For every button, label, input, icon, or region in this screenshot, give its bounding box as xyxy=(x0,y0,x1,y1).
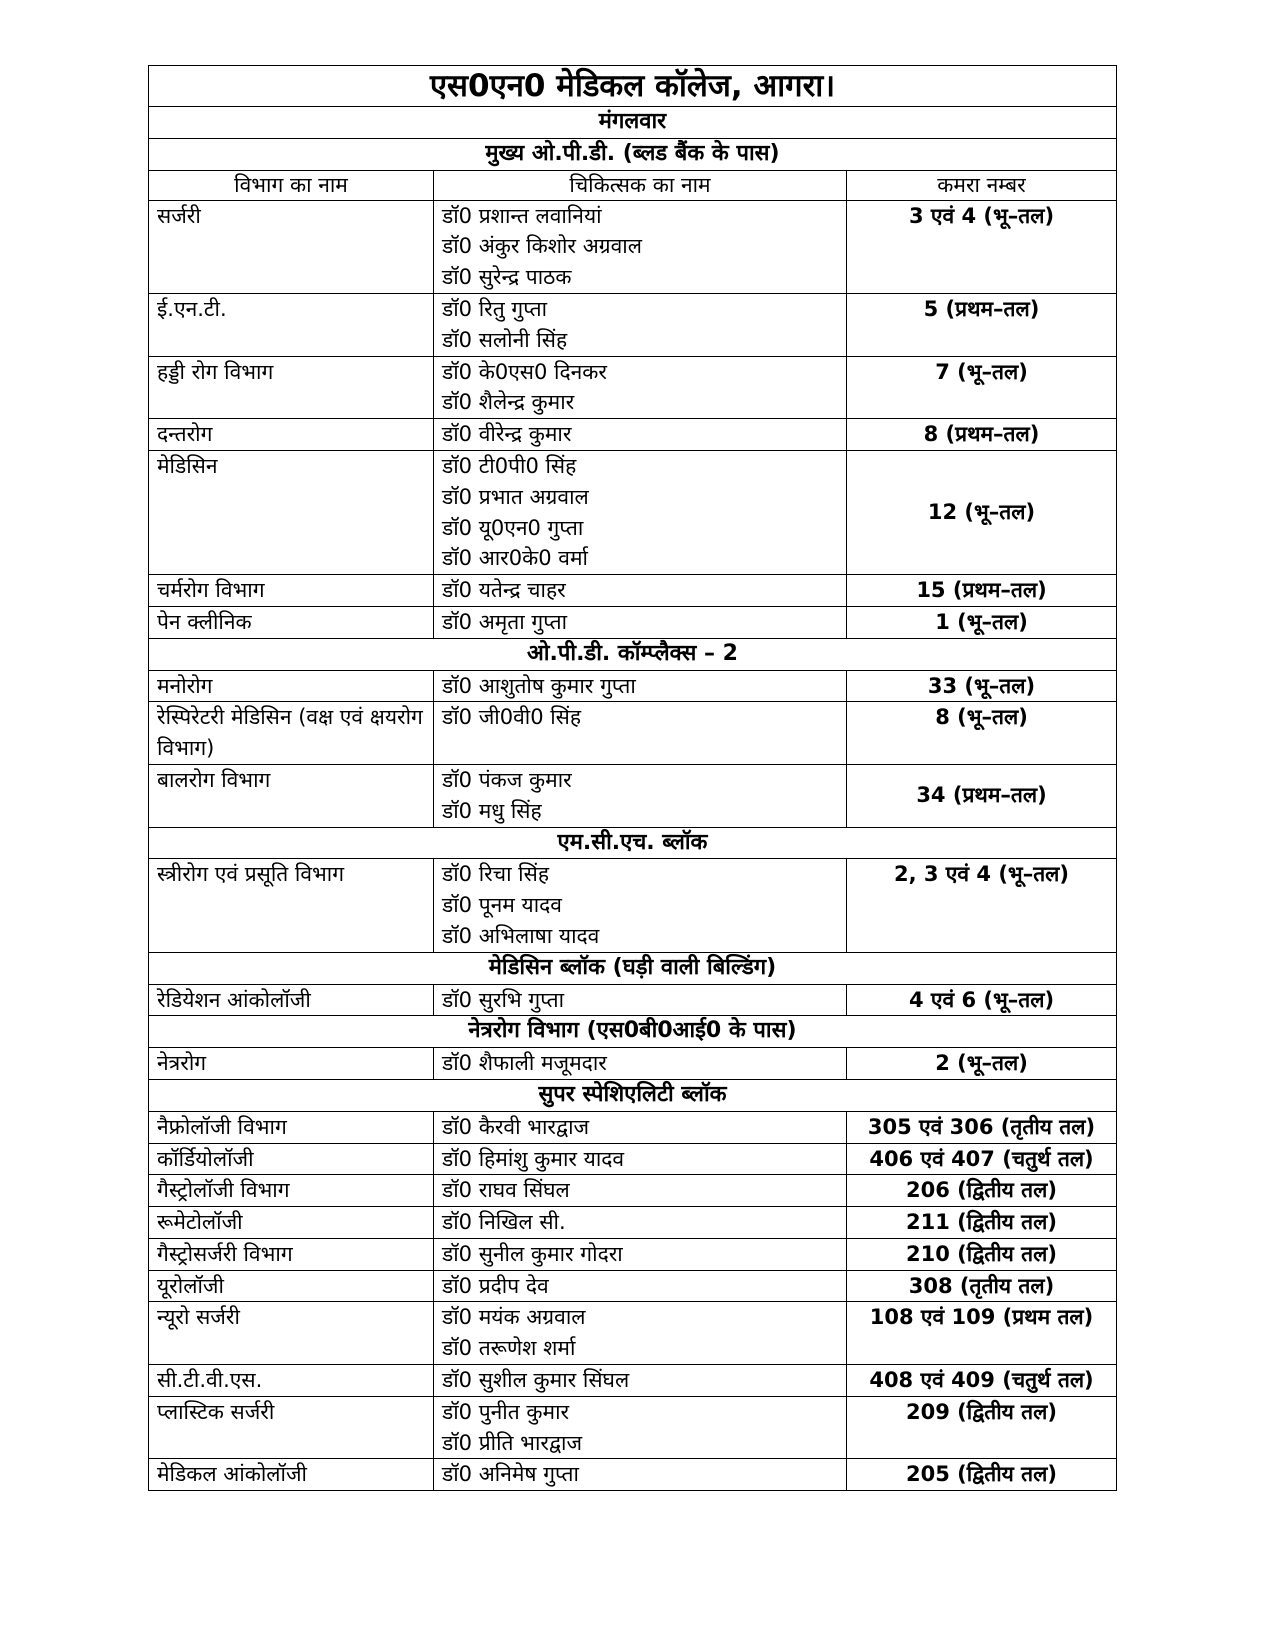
room-number: 2, 3 एवं 4 (भू–तल) xyxy=(847,859,1117,952)
doctor-names xyxy=(434,606,847,638)
day-row xyxy=(149,107,1117,139)
room-number: 34 (प्रथम–तल) xyxy=(847,764,1117,827)
doctor-name: डॉ0 मधु सिंह xyxy=(442,798,542,823)
table-row xyxy=(149,764,1117,827)
table-row xyxy=(149,1396,1117,1459)
room-number: 5 (प्रथम–तल) xyxy=(847,293,1117,356)
doctor-name: डॉ0 यू0एन0 गुप्ता xyxy=(442,515,584,540)
department-name: यूरोलॉजी xyxy=(149,1270,434,1302)
section-heading: मुख्य ओ.पी.डी. (ब्लड बैंक के पास) xyxy=(149,138,1117,170)
doctor-names xyxy=(434,1270,847,1302)
section-heading: एम.सी.एच. ब्लॉक xyxy=(149,827,1117,859)
table-row xyxy=(149,859,1117,952)
doctor-name: डॉ0 कैरवी भारद्वाज xyxy=(442,1114,590,1139)
doctor-names xyxy=(434,1365,847,1397)
doctor-names xyxy=(434,984,847,1016)
department-name: मेडिसिन xyxy=(149,450,434,574)
doctor-names xyxy=(434,702,847,765)
section-heading-row xyxy=(149,1079,1117,1111)
doctor-name: डॉ0 टी0पी0 सिंह xyxy=(442,453,577,478)
room-number: 209 (द्वितीय तल) xyxy=(847,1396,1117,1459)
room-number: 211 (द्वितीय तल) xyxy=(847,1207,1117,1239)
table-row xyxy=(149,450,1117,574)
doctor-name: डॉ0 प्रशान्त लवानियां xyxy=(442,203,602,228)
doctor-names xyxy=(434,764,847,827)
doctor-name: डॉ0 आर0के0 वर्मा xyxy=(442,546,588,571)
table-row xyxy=(149,575,1117,607)
doctor-name: डॉ0 जी0वी0 सिंह xyxy=(442,705,582,730)
table-row xyxy=(149,1302,1117,1365)
department-name: स्त्रीरोग एवं प्रसूति विभाग xyxy=(149,859,434,952)
section-heading: सुपर स्पेशिएलिटी ब्लॉक xyxy=(149,1079,1117,1111)
room-number: 205 (द्वितीय तल) xyxy=(847,1459,1117,1491)
column-header-room: कमरा नम्बर xyxy=(847,170,1117,200)
department-name: सी.टी.वी.एस. xyxy=(149,1365,434,1397)
day-label: मंगलवार xyxy=(149,107,1117,139)
page-title: एस0एन0 मेडिकल कॉलेज, आगरा। xyxy=(149,66,1117,107)
doctor-name: डॉ0 मयंक अग्रवाल xyxy=(442,1305,586,1330)
section-heading-row xyxy=(149,138,1117,170)
department-name: मेडिकल आंकोलॉजी xyxy=(149,1459,434,1491)
section-heading-row xyxy=(149,1016,1117,1048)
department-name: न्यूरो सर्जरी xyxy=(149,1302,434,1365)
doctor-names xyxy=(434,575,847,607)
doctor-name: डॉ0 प्रदीप देव xyxy=(442,1273,549,1298)
department-name: ई.एन.टी. xyxy=(149,293,434,356)
doctor-names xyxy=(434,1302,847,1365)
table-row xyxy=(149,1365,1117,1397)
doctor-names xyxy=(434,450,847,574)
department-name: रूमेटोलॉजी xyxy=(149,1207,434,1239)
table-row xyxy=(149,1111,1117,1143)
room-number: 8 (भू–तल) xyxy=(847,702,1117,765)
doctor-name: डॉ0 वीरेन्द्र कुमार xyxy=(442,422,572,447)
column-header-department: विभाग का नाम xyxy=(149,170,434,200)
table-row xyxy=(149,702,1117,765)
room-number: 305 एवं 306 (तृतीय तल) xyxy=(847,1111,1117,1143)
doctor-name: डॉ0 अमृता गुप्ता xyxy=(442,609,568,634)
doctor-name: डॉ0 प्रीति भारद्वाज xyxy=(442,1430,583,1455)
doctor-name: डॉ0 आशुतोष कुमार गुप्ता xyxy=(442,673,636,698)
doctor-name: डॉ0 सुनील कुमार गोदरा xyxy=(442,1241,623,1266)
section-heading-row xyxy=(149,638,1117,670)
doctor-name: डॉ0 शैलेन्द्र कुमार xyxy=(442,390,575,415)
department-name: गैस्ट्रोसर्जरी विभाग xyxy=(149,1238,434,1270)
room-number: 8 (प्रथम–तल) xyxy=(847,419,1117,451)
room-number: 1 (भू–तल) xyxy=(847,606,1117,638)
column-header-row xyxy=(149,170,1117,200)
doctor-name: डॉ0 रिचा सिंह xyxy=(442,862,549,887)
doctor-names xyxy=(434,1207,847,1239)
doctor-name: डॉ0 निखिल सी. xyxy=(442,1210,566,1235)
table-row xyxy=(149,1175,1117,1207)
room-number: 406 एवं 407 (चतुर्थ तल) xyxy=(847,1143,1117,1175)
room-number: 15 (प्रथम–तल) xyxy=(847,575,1117,607)
column-header-doctor: चिकित्सक का नाम xyxy=(434,170,847,200)
doctor-name: डॉ0 शैफाली मजूमदार xyxy=(442,1051,607,1076)
doctor-names xyxy=(434,356,847,419)
room-number: 4 एवं 6 (भू–तल) xyxy=(847,984,1117,1016)
table-row xyxy=(149,606,1117,638)
department-name: गैस्ट्रोलॉजी विभाग xyxy=(149,1175,434,1207)
table-row xyxy=(149,1207,1117,1239)
doctor-name: डॉ0 अंकुर किशोर अग्रवाल xyxy=(442,234,642,259)
doctor-name: डॉ0 तरूणेश शर्मा xyxy=(442,1336,576,1361)
table-row xyxy=(149,1143,1117,1175)
doctor-name: डॉ0 अनिमेष गुप्ता xyxy=(442,1462,579,1487)
table-row xyxy=(149,356,1117,419)
room-number: 210 (द्वितीय तल) xyxy=(847,1238,1117,1270)
doctor-name: डॉ0 पुनीत कुमार xyxy=(442,1399,570,1424)
doctor-names xyxy=(434,1048,847,1080)
department-name: रेस्पिरेटरी मेडिसिन (वक्ष एवं क्षयरोग विभाग) xyxy=(149,702,434,765)
room-number: 308 (तृतीय तल) xyxy=(847,1270,1117,1302)
doctor-names xyxy=(434,419,847,451)
table-row xyxy=(149,1459,1117,1491)
doctor-name: डॉ0 पंकज कुमार xyxy=(442,767,572,792)
section-heading-row xyxy=(149,827,1117,859)
department-name: प्लास्टिक सर्जरी xyxy=(149,1396,434,1459)
doctor-names xyxy=(434,200,847,293)
doctor-name: डॉ0 अभिलाषा यादव xyxy=(442,923,600,948)
doctor-names xyxy=(434,293,847,356)
department-name: दन्तरोग xyxy=(149,419,434,451)
doctor-name: डॉ0 प्रभात अग्रवाल xyxy=(442,484,589,509)
doctor-names xyxy=(434,1111,847,1143)
department-name: पेन क्लीनिक xyxy=(149,606,434,638)
section-heading: मेडिसिन ब्लॉक (घड़ी वाली बिल्डिंग) xyxy=(149,952,1117,984)
table-row xyxy=(149,1048,1117,1080)
doctor-name: डॉ0 पूनम यादव xyxy=(442,893,562,918)
opd-schedule-table xyxy=(148,65,1117,1491)
department-name: कॉर्डियोलॉजी xyxy=(149,1143,434,1175)
title-row xyxy=(149,66,1117,107)
doctor-name: डॉ0 राघव सिंघल xyxy=(442,1178,570,1203)
doctor-names xyxy=(434,1175,847,1207)
department-name: चर्मरोग विभाग xyxy=(149,575,434,607)
table-row xyxy=(149,200,1117,293)
doctor-names xyxy=(434,670,847,702)
room-number: 12 (भू–तल) xyxy=(847,450,1117,574)
doctor-names xyxy=(434,1238,847,1270)
table-row xyxy=(149,984,1117,1016)
department-name: मनोरोग xyxy=(149,670,434,702)
doctor-names xyxy=(434,859,847,952)
doctor-name: डॉ0 यतेन्द्र चाहर xyxy=(442,578,566,603)
department-name: हड्डी रोग विभाग xyxy=(149,356,434,419)
table-row xyxy=(149,1238,1117,1270)
room-number: 108 एवं 109 (प्रथम तल) xyxy=(847,1302,1117,1365)
department-name: सर्जरी xyxy=(149,200,434,293)
section-heading: नेत्ररोग विभाग (एस0बी0आई0 के पास) xyxy=(149,1016,1117,1048)
room-number: 2 (भू–तल) xyxy=(847,1048,1117,1080)
doctor-names xyxy=(434,1459,847,1491)
doctor-name: डॉ0 सलोनी सिंह xyxy=(442,327,568,352)
department-name: नेत्ररोग xyxy=(149,1048,434,1080)
table-row xyxy=(149,1270,1117,1302)
room-number: 33 (भू–तल) xyxy=(847,670,1117,702)
department-name: नैफ्रोलॉजी विभाग xyxy=(149,1111,434,1143)
department-name: रेडियेशन आंकोलॉजी xyxy=(149,984,434,1016)
department-name: बालरोग विभाग xyxy=(149,764,434,827)
room-number: 408 एवं 409 (चतुर्थ तल) xyxy=(847,1365,1117,1397)
room-number: 3 एवं 4 (भू–तल) xyxy=(847,200,1117,293)
room-number: 206 (द्वितीय तल) xyxy=(847,1175,1117,1207)
doctor-names xyxy=(434,1396,847,1459)
doctor-name: डॉ0 रितु गुप्ता xyxy=(442,296,548,321)
doctor-name: डॉ0 के0एस0 दिनकर xyxy=(442,359,608,384)
table-row xyxy=(149,419,1117,451)
doctor-names xyxy=(434,1143,847,1175)
section-heading-row xyxy=(149,952,1117,984)
doctor-name: डॉ0 सुरेन्द्र पाठक xyxy=(442,265,572,290)
table-row xyxy=(149,670,1117,702)
section-heading: ओ.पी.डी. कॉम्प्लैक्स – 2 xyxy=(149,638,1117,670)
table-row xyxy=(149,293,1117,356)
doctor-name: डॉ0 सुशील कुमार सिंघल xyxy=(442,1368,630,1393)
doctor-name: डॉ0 सुरभि गुप्ता xyxy=(442,987,565,1012)
doctor-name: डॉ0 हिमांशु कुमार यादव xyxy=(442,1146,625,1171)
room-number: 7 (भू–तल) xyxy=(847,356,1117,419)
